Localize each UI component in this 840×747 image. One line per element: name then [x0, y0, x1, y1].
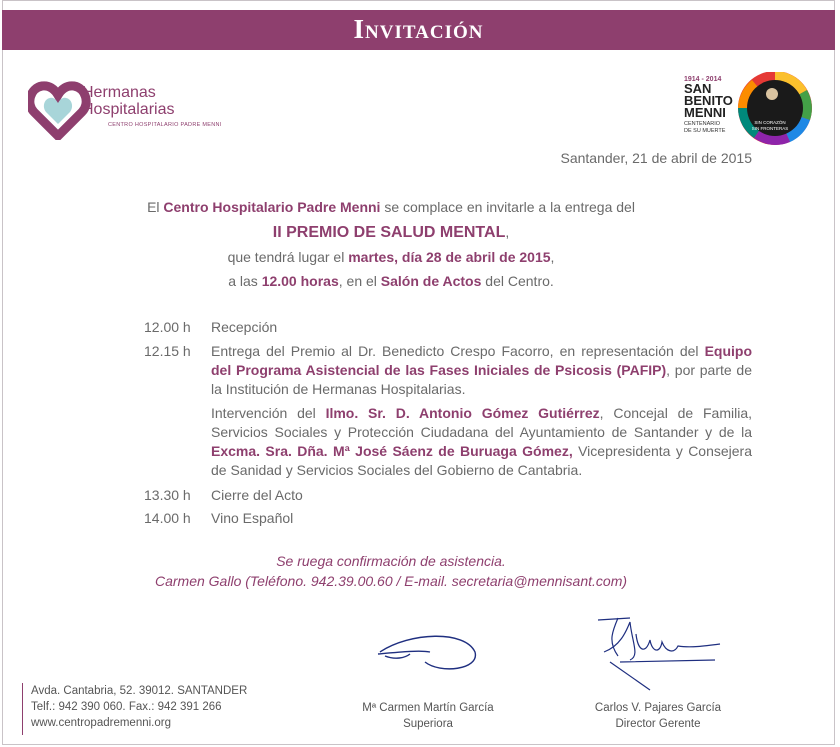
program-description: Cierre del Acto [211, 487, 303, 503]
logo-subtitle: CENTRO HOSPITALARIO PADRE MENNI [108, 122, 222, 128]
signature-superiora [370, 622, 485, 680]
san-benito-menni-centenary-logo [682, 72, 814, 148]
invitation-date: Santander, 21 de abril de 2015 [560, 150, 752, 166]
centenary-circle-icon [738, 72, 812, 145]
intro-line-3: que tendrá lugar el martes, día 28 de abril de 2015, [227, 249, 555, 265]
intro-line-1: El Centro Hospitalario Padre Menni se complace en invitarle a la entrega del [147, 199, 635, 215]
program-time: 13.30 h [144, 487, 191, 503]
footer-phones: Telf.: 942 390 060. Fax.: 942 391 266 [31, 701, 222, 713]
signer-superiora: Mª Carmen Martín García Superiora [362, 702, 494, 730]
svg-text:MENNI: MENNI [684, 105, 726, 120]
page-title: Invitación [353, 14, 484, 44]
confirmation-contact: Carmen Gallo (Teléfono. 942.39.00.60 / E-mail. secretaria@mennisant.com) [154, 573, 628, 589]
intro-line-4: a las 12.00 horas, en el Salón de Actos del Centro. [228, 273, 554, 289]
svg-text:SIN FRONTERAS: SIN FRONTERAS [751, 126, 789, 131]
signature-director [590, 612, 730, 692]
svg-text:BENITO: BENITO [684, 93, 733, 108]
program-time: 14.00 h [144, 510, 191, 526]
program-description: Intervención del Ilmo. Sr. D. Antonio Gómez Gutiérrez, Concejal de Familia, Servicios Sociales y Protección Ciudadana del Ayuntamiento de Santander y de la Excma. Sra. Dña. Mª José Sáenz de Buruaga Gómez, Vicepresidenta y Consejera de Sanidad y Servicios Sociales del Gobierno de Cantabria. [211, 405, 753, 478]
svg-text:DE SU MUERTE: DE SU MUERTE [684, 128, 726, 134]
footer-address-block [22, 683, 247, 735]
centenary-years: 1914 - 2014 [684, 76, 722, 83]
program-description: Recepción [211, 319, 278, 335]
footer-website[interactable]: www.centropadremenni.org [31, 717, 171, 729]
footer-address: Avda. Cantabria, 52. 39012. SANTANDER [31, 685, 248, 697]
program-time: 12.15 h [144, 343, 191, 359]
header-banner [2, 10, 835, 50]
svg-text:SIN CORAZÓN: SIN CORAZÓN [754, 120, 786, 125]
signer-director: Carlos V. Pajares García Director Gerente [594, 702, 722, 730]
program-description: Entrega del Premio al Dr. Benedicto Crespo Facorro, en representación del Equipo del Programa Asistencial de las Fases Iniciales de Psicosis (PAFIP), por parte de la Institución de Hermanas Hospitalarias. [211, 343, 752, 397]
program-description: Vino Español [211, 510, 294, 526]
confirmation-request: Se ruega confirmación de asistencia. [276, 553, 506, 569]
prize-title: II PREMIO DE SALUD MENTAL, [272, 224, 510, 241]
logo-wordmark: Hermanas Hospitalarias [82, 84, 175, 118]
svg-text:CENTENARIO: CENTENARIO [684, 121, 721, 127]
program-time: 12.00 h [144, 319, 191, 335]
svg-text:SAN: SAN [684, 81, 712, 96]
